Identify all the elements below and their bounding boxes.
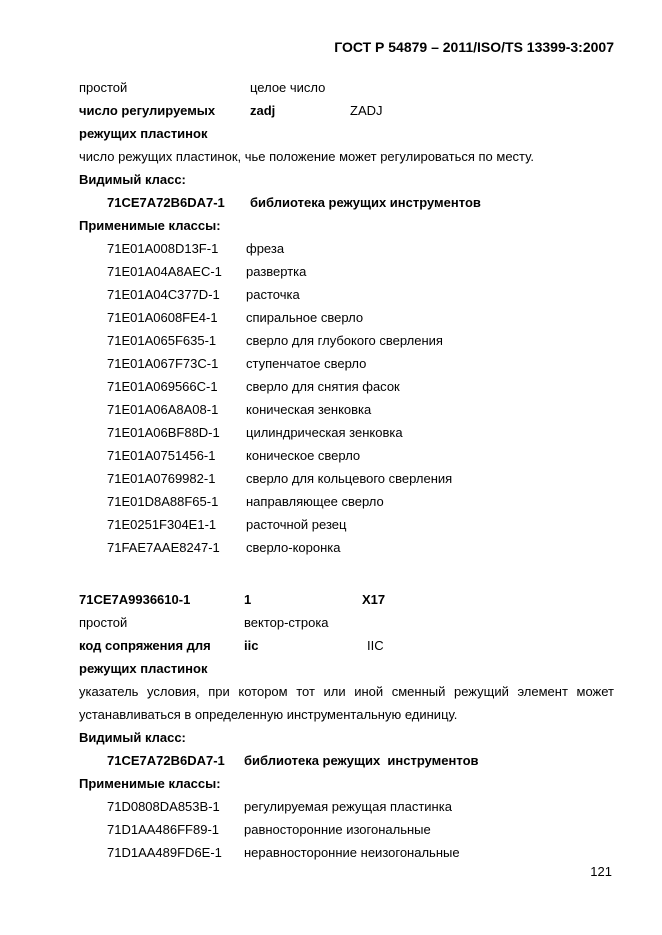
class-name: коническое сверло bbox=[246, 448, 361, 463]
class-id: 71E01A069566C-1 bbox=[107, 379, 218, 394]
class-id: 71D0808DA853B-1 bbox=[107, 799, 220, 814]
class-id: 71E01A06BF88D-1 bbox=[107, 425, 220, 440]
entry-version: 1 bbox=[244, 592, 252, 607]
property-name-cont: режущих пластинок bbox=[79, 661, 208, 676]
class-name: коническая зенковка bbox=[246, 402, 372, 417]
applicable-classes-label: Применимые классы: bbox=[79, 218, 221, 233]
class-id: 71E01A0769982-1 bbox=[107, 471, 216, 486]
definition-line1: указатель условия, при котором тот или иной сменный режущий элемент может bbox=[79, 684, 614, 699]
page-header: ГОСТ Р 54879 – 2011/ISO/TS 13399-3:2007 bbox=[334, 39, 614, 55]
visible-class-name: библиотека режущих инструментов bbox=[250, 195, 481, 210]
property-code: IIC bbox=[367, 638, 384, 653]
property-name: код сопряжения для bbox=[79, 638, 211, 653]
class-name: цилиндрическая зенковка bbox=[246, 425, 403, 440]
class-id: 71E01A06A8A08-1 bbox=[107, 402, 219, 417]
visible-class-id: 71CE7A72B6DA7-1 bbox=[107, 195, 225, 210]
visible-class-label: Видимый класс: bbox=[79, 730, 186, 745]
class-name: развертка bbox=[246, 264, 307, 279]
type-value: вектор-строка bbox=[244, 615, 329, 630]
class-name: равносторонние изогональные bbox=[244, 822, 431, 837]
class-name: ступенчатое сверло bbox=[246, 356, 367, 371]
class-id: 71D1AA486FF89-1 bbox=[107, 822, 220, 837]
type-label: простой bbox=[79, 615, 128, 630]
class-name: сверло-коронка bbox=[246, 540, 341, 555]
visible-class-label: Видимый класс: bbox=[79, 172, 186, 187]
type-value: целое число bbox=[250, 80, 326, 95]
entry-id: 71CE7A9936610-1 bbox=[79, 592, 191, 607]
class-id: 71E01A065F635-1 bbox=[107, 333, 217, 348]
property-name-cont: режущих пластинок bbox=[79, 126, 208, 141]
class-name: сверло для глубокого сверления bbox=[246, 333, 443, 348]
class-name: расточной резец bbox=[246, 517, 347, 532]
class-name: фреза bbox=[246, 241, 285, 256]
property-code: ZADJ bbox=[350, 103, 383, 118]
class-name: сверло для снятия фасок bbox=[246, 379, 400, 394]
class-name: спиральное сверло bbox=[246, 310, 364, 325]
class-name: неравносторонние неизогональные bbox=[244, 845, 460, 860]
class-id: 71E01A04C377D-1 bbox=[107, 287, 220, 302]
definition: число режущих пластинок, чье положение может регулироваться по месту. bbox=[79, 149, 534, 164]
property-name: число регулируемых bbox=[79, 103, 216, 118]
class-id: 71E0251F304E1-1 bbox=[107, 517, 217, 532]
class-id: 71D1AA489FD6E-1 bbox=[107, 845, 222, 860]
visible-class-name: библиотека режущих инструментов bbox=[244, 753, 479, 768]
class-name: регулируемая режущая пластинка bbox=[244, 799, 452, 814]
class-id: 71FAE7AAE8247-1 bbox=[107, 540, 220, 555]
page-number: 121 bbox=[590, 864, 612, 879]
class-name: расточка bbox=[246, 287, 300, 302]
class-id: 71E01A0608FE4-1 bbox=[107, 310, 218, 325]
class-id: 71E01A008D13F-1 bbox=[107, 241, 219, 256]
class-id: 71E01A0751456-1 bbox=[107, 448, 216, 463]
applicable-classes-label: Применимые классы: bbox=[79, 776, 221, 791]
property-symbol: iic bbox=[244, 638, 259, 653]
class-name: сверло для кольцевого сверления bbox=[246, 471, 453, 486]
visible-class-id: 71CE7A72B6DA7-1 bbox=[107, 753, 225, 768]
definition-line2: устанавливаться в определенную инструментальную единицу. bbox=[79, 707, 458, 722]
class-id: 71E01D8A88F65-1 bbox=[107, 494, 219, 509]
class-id: 71E01A04A8AEC-1 bbox=[107, 264, 222, 279]
type-label: простой bbox=[79, 80, 128, 95]
class-name: направляющее сверло bbox=[246, 494, 384, 509]
entry-level: X17 bbox=[362, 592, 386, 607]
class-id: 71E01A067F73C-1 bbox=[107, 356, 219, 371]
property-symbol: zadj bbox=[250, 103, 276, 118]
